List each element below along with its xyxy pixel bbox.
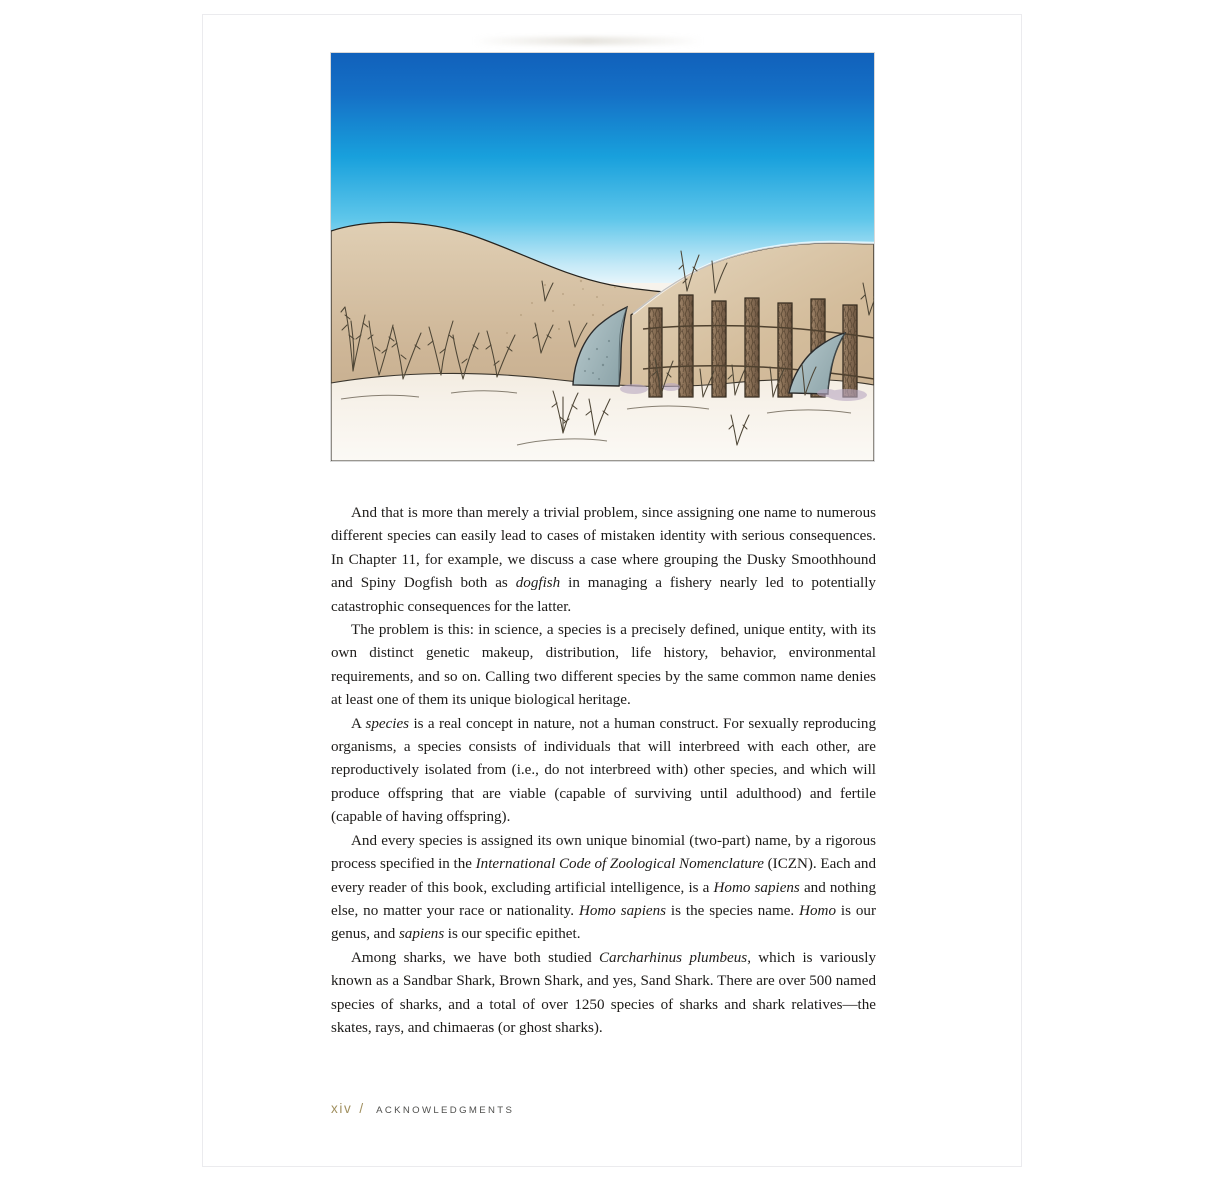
text-run: And that is more than merely a trivial problem, since assigning one name to numerous different species can easily lead to cases of mistaken identity with serious consequences. In Chapter 11, for example, we discuss a case where grouping the Dusky Smoothhound and Spiny Dogfish both as xyxy=(331,505,876,592)
running-head: ACKNOWLEDGMENTS xyxy=(376,1105,515,1116)
folio-separator: / xyxy=(359,1101,364,1116)
text-run: is a real concept in nature, not a human construct. For sexually reproducing organisms, a species consists of individuals that will interbreed with each other, are reproductively isolated from (i.e., do not interbreed with) other species, and which will produce offspring that are viable (capable of surviving until adulthood) and fertile (capable of having offspring). xyxy=(331,715,877,826)
text-run: And every species is assigned its own unique binomial (two-part) name, by a rigorous process specified in the xyxy=(331,832,876,873)
paragraph-5 xyxy=(331,947,876,1041)
text-run: is our specific epithet. xyxy=(444,926,581,943)
sand-shark-cartoon xyxy=(331,53,874,461)
body-text xyxy=(331,502,876,1040)
folio-number: xiv xyxy=(331,1101,353,1116)
text-run: Among sharks, we have both studied xyxy=(351,949,599,966)
text-run-italic: species xyxy=(365,715,410,732)
illustration-frame xyxy=(331,53,874,461)
text-run-italic: Homo sapiens xyxy=(578,902,667,919)
text-run: is our genus, and xyxy=(331,902,877,943)
text-run-italic: Carcharhinus plumbeus xyxy=(598,949,748,966)
text-run: is the species name. xyxy=(666,902,800,919)
illustration-svg xyxy=(331,53,874,461)
text-run: The problem is this: in science, a species is a precisely defined, unique entity, with its own distinct genetic makeup, distribution, life history, behavior, environmental requirements, and so on. Calling two different species by the same common name denies at least one of them its unique biological heritage. xyxy=(331,622,876,709)
text-run: and nothing else, no matter your race or nationality. xyxy=(331,879,876,919)
text-run-italic: Homo xyxy=(799,902,837,919)
text-run: A xyxy=(351,715,366,732)
paragraph-4 xyxy=(331,830,876,947)
document-page xyxy=(202,14,1022,1167)
page-footer xyxy=(331,1101,514,1116)
paragraph-3 xyxy=(331,713,876,830)
paragraph-1 xyxy=(331,502,876,619)
text-run: (ICZN). Each and every reader of this book, excluding artificial intelligence, is a xyxy=(331,856,876,896)
text-run: , which is variously known as a Sandbar Shark, Brown Shark, and yes, Sand Shark. There are over 500 named species of sharks, and a total of over 1250 species of sharks and shark relatives—the skates, rays, and chimaeras (or ghost sharks). xyxy=(331,949,877,1036)
scan-artifact xyxy=(473,37,703,45)
paragraph-2 xyxy=(331,619,876,713)
text-run: in managing a fishery nearly led to potentially catastrophic consequences for the latter. xyxy=(331,575,876,615)
text-run-italic: International Code of Zoological Nomenclature xyxy=(475,856,764,873)
text-run-italic: dogfish xyxy=(515,575,561,592)
text-run-italic: Homo sapiens xyxy=(713,879,800,896)
text-run-italic: sapiens xyxy=(398,926,445,943)
